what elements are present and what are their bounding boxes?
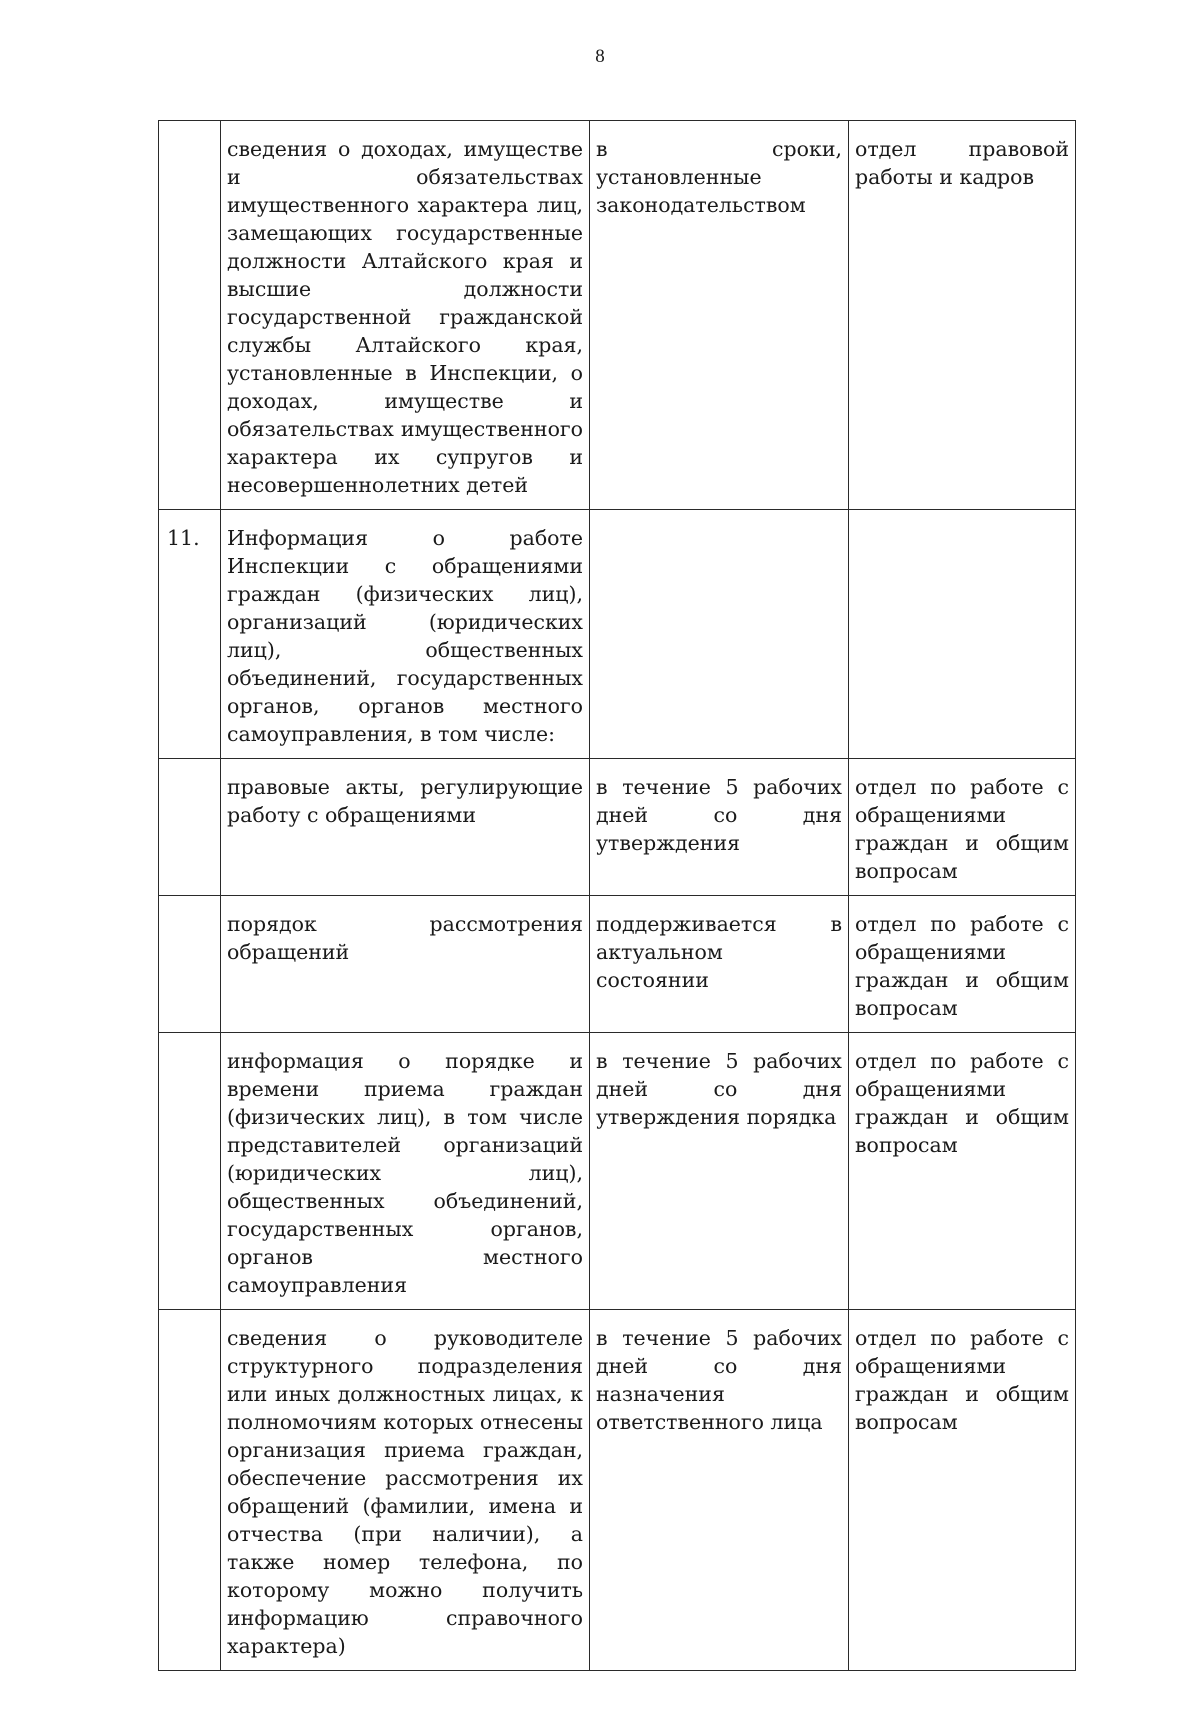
information-table (158, 120, 1076, 1671)
row-description: сведения о руководителе структурного подразделения или иных должностных лицах, к полномочиям которых отнесены организация приема граждан, обеспечение рассмотрения их обращений (фамилии, имена и отчества (при наличии), а также номер телефона, по которому можно получить информацию справочного характера) (221, 1310, 590, 1671)
table-row (159, 1033, 1076, 1310)
row-term: в течение 5 рабочих дней со дня утверждения (590, 759, 849, 896)
row-term: поддерживается в актуальном состоянии (590, 896, 849, 1033)
row-description: сведения о доходах, имуществе и обязательствах имущественного характера лиц, замещающих государственные должности Алтайского края и высшие должности государственной гражданской службы Алтайского края, установленные в Инспекции, о доходах, имуществе и обязательствах имущественного характера их супругов и несовершеннолетних детей (221, 121, 590, 510)
row-term (590, 510, 849, 759)
table-row (159, 121, 1076, 510)
page-number: 8 (595, 46, 605, 67)
row-number (159, 121, 221, 510)
row-description: Информация о работе Инспекции с обращениями граждан (физических лиц), организаций (юридических лиц), общественных объединений, государственных органов, органов местного самоуправления, в том числе: (221, 510, 590, 759)
row-number (159, 759, 221, 896)
row-description: порядок рассмотрения обращений (221, 896, 590, 1033)
row-responsible: отдел по работе с обращениями граждан и общим вопросам (849, 1310, 1076, 1671)
table-row (159, 896, 1076, 1033)
row-description: правовые акты, регулирующие работу с обращениями (221, 759, 590, 896)
row-responsible: отдел по работе с обращениями граждан и общим вопросам (849, 896, 1076, 1033)
row-responsible (849, 510, 1076, 759)
row-responsible: отдел по работе с обращениями граждан и общим вопросам (849, 759, 1076, 896)
row-term: в сроки, установленные законодательством (590, 121, 849, 510)
row-number: 11. (159, 510, 221, 759)
table-row (159, 510, 1076, 759)
row-responsible: отдел по работе с обращениями граждан и общим вопросам (849, 1033, 1076, 1310)
row-number (159, 1310, 221, 1671)
row-description: информация о порядке и времени приема граждан (физических лиц), в том числе представителей организаций (юридических лиц), общественных объединений, государственных органов, органов местного самоуправления (221, 1033, 590, 1310)
row-term: в течение 5 рабочих дней со дня назначения ответственного лица (590, 1310, 849, 1671)
row-responsible: отдел правовой работы и кадров (849, 121, 1076, 510)
row-number (159, 1033, 221, 1310)
row-term: в течение 5 рабочих дней со дня утверждения порядка (590, 1033, 849, 1310)
table-row (159, 1310, 1076, 1671)
row-number (159, 896, 221, 1033)
table-row (159, 759, 1076, 896)
